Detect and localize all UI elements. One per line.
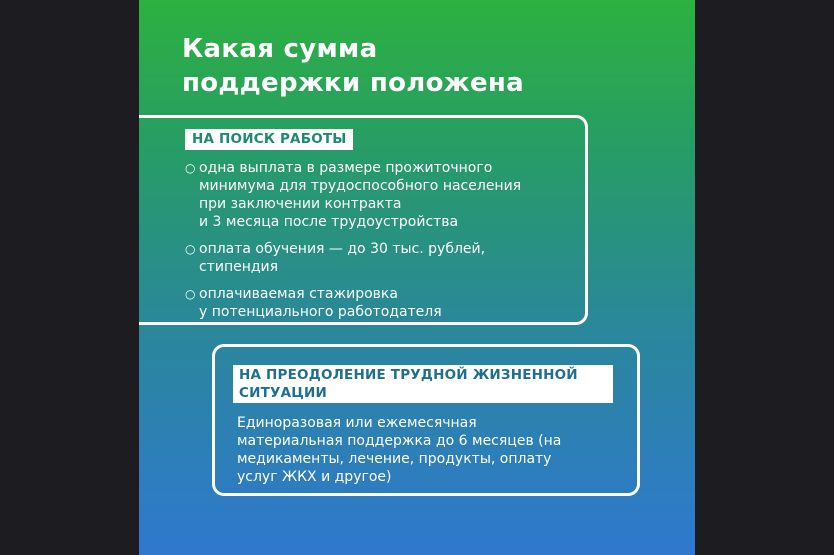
hardship-card <box>212 344 640 496</box>
description-line: услуг ЖКХ и другое) <box>237 469 392 485</box>
job-search-list <box>185 159 585 330</box>
list-item <box>185 240 585 276</box>
list-item-line: минимума для трудоспособного населения <box>199 178 522 194</box>
bullet-circle-icon: ○ <box>185 242 196 256</box>
list-item-line: оплачиваемая стажировка <box>199 286 398 302</box>
bullet-circle-icon: ○ <box>185 287 196 301</box>
list-item-line: оплата обучения — до 30 тыс. рублей, <box>199 241 486 257</box>
description-line: материальная поддержка до 6 месяцев (на <box>237 433 562 449</box>
info-slide <box>139 0 695 555</box>
list-item-line: одна выплата в размере прожиточного <box>199 160 493 176</box>
list-item-line: и 3 месяца после трудоустройства <box>199 214 459 230</box>
hardship-description <box>237 414 632 486</box>
description-line: Единоразовая или ежемесячная <box>237 415 477 431</box>
description-line: медикаменты, лечение, продукты, оплату <box>237 451 552 467</box>
list-item-line: при заключении контракта <box>199 196 402 212</box>
title-line-2: поддержки положена <box>182 68 525 98</box>
job-search-badge: НА ПОИСК РАБОТЫ <box>185 129 353 150</box>
bullet-circle-icon: ○ <box>185 161 196 175</box>
list-item <box>185 285 585 321</box>
job-search-card <box>139 115 588 325</box>
list-item <box>185 159 585 231</box>
list-item-line: у потенциального работодателя <box>199 304 442 320</box>
hardship-badge-line-1: НА ПРЕОДОЛЕНИЕ ТРУДНОЙ ЖИЗНЕННОЙ <box>239 367 578 383</box>
slide-title <box>182 32 524 100</box>
title-line-1: Какая сумма <box>182 34 378 64</box>
hardship-badge <box>233 365 613 403</box>
hardship-badge-line-2: СИТУАЦИИ <box>239 385 327 401</box>
list-item-line: стипендия <box>199 259 279 275</box>
